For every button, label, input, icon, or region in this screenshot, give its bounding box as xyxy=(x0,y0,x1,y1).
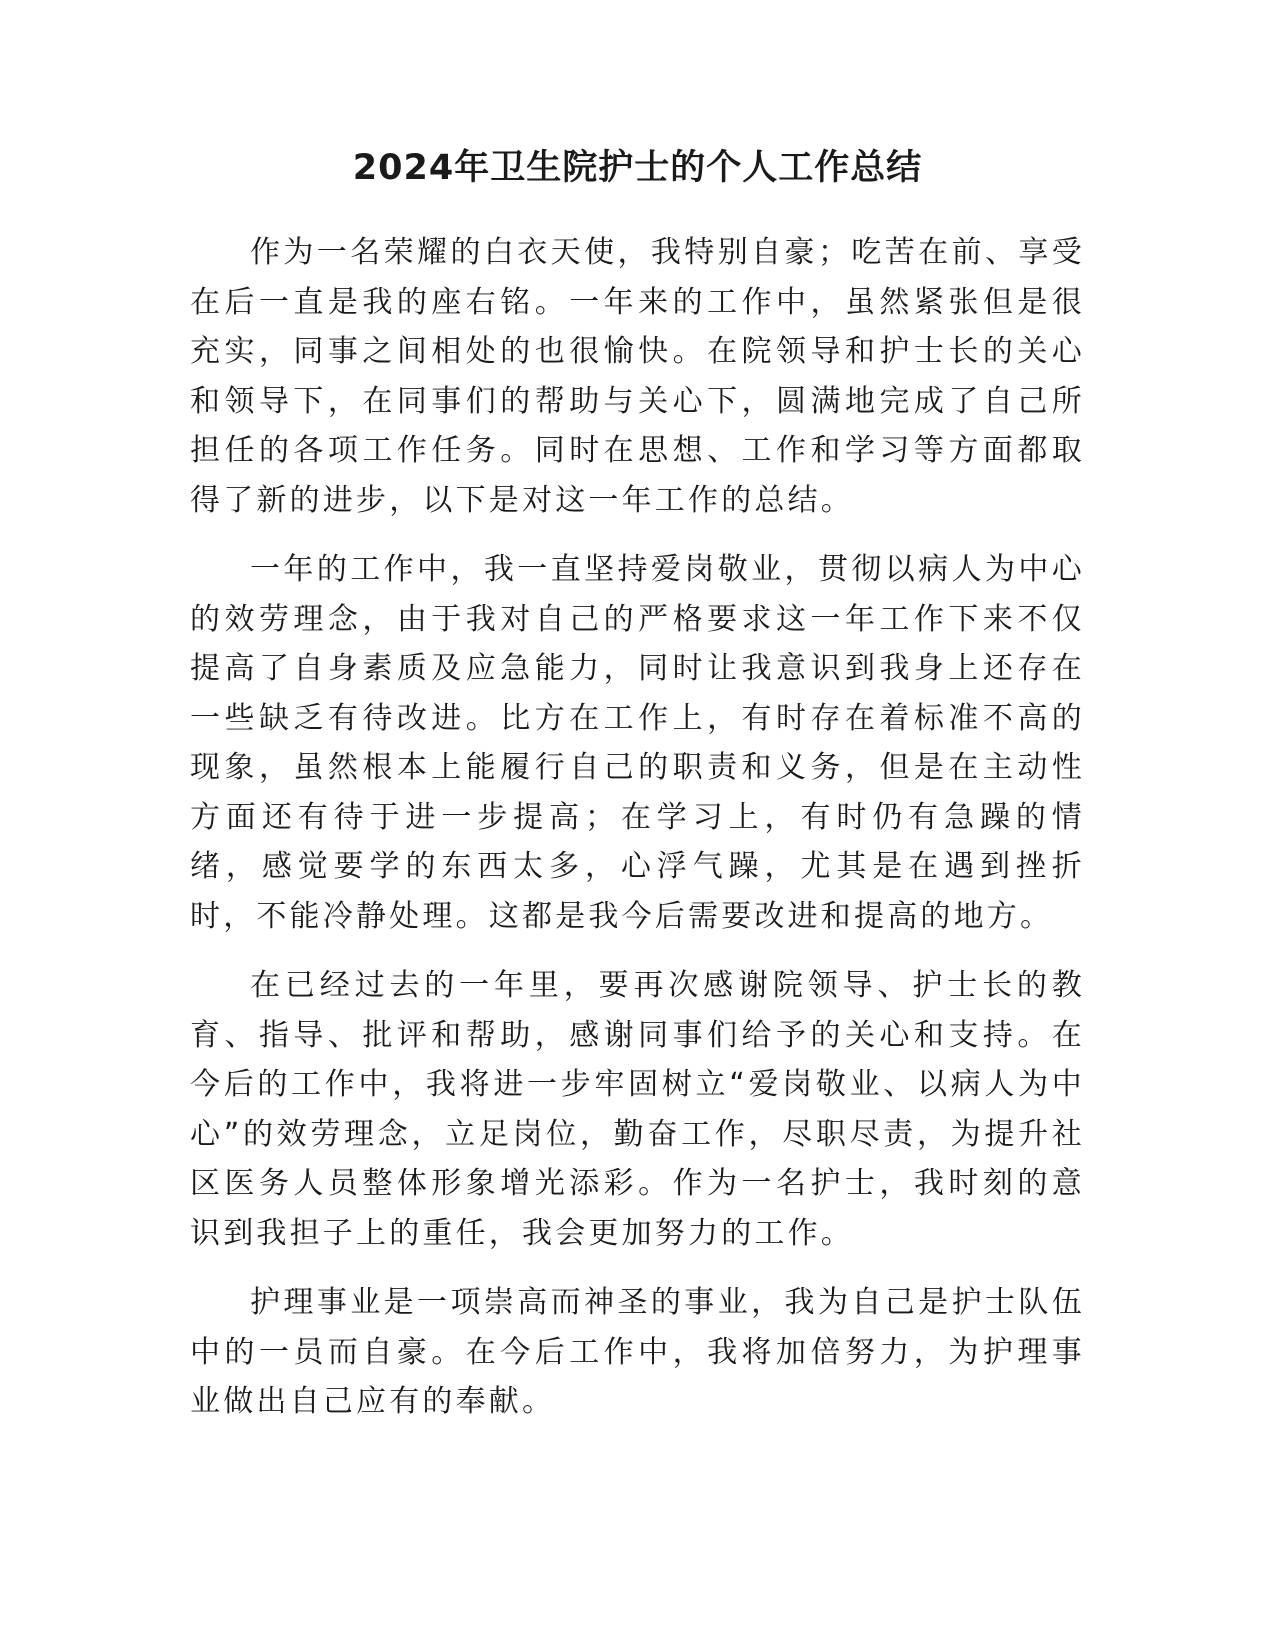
paragraph-3: 在已经过去的一年里，要再次感谢院领导、护士长的教育、指导、批评和帮助，感谢同事们给予的关心和支持。在今后的工作中，我将进一步牢固树立“爱岗敬业、以病人为中心”的效劳理念，立足岗位，勤奋工作，尽职尽责，为提升社区医务人员整体形象增光添彩。作为一名护士，我时刻的意识到我担子上的重任，我会更加努力的工作。 xyxy=(190,968,1085,1251)
paragraph-4: 护理事业是一项崇高而神圣的事业，我为自己是护士队伍中的一员而自豪。在今后工作中，我将加倍努力，为护理事业做出自己应有的奉献。 xyxy=(190,1285,1085,1419)
document-body xyxy=(190,228,1085,1447)
document-title: 2024年卫生院护士的个人工作总结 xyxy=(352,148,923,188)
paragraph-2: 一年的工作中，我一直坚持爱岗敬业，贯彻以病人为中心的效劳理念，由于我对自己的严格要求这一年工作下来不仅提高了自身素质及应急能力，同时让我意识到我身上还存在一些缺乏有待改进。比方在工作上，有时存在着标准不高的现象，虽然根本上能履行自己的职责和义务，但是在主动性方面还有待于进一步提高；在学习上，有时仍有急躁的情绪，感觉要学的东西太多，心浮气躁，尤其是在遇到挫折时，不能冷静处理。这都是我今后需要改进和提高的地方。 xyxy=(190,552,1085,934)
paragraph-1: 作为一名荣耀的白衣天使，我特别自豪；吃苦在前、享受在后一直是我的座右铭。一年来的工作中，虽然紧张但是很充实，同事之间相处的也很愉快。在院领导和护士长的关心和领导下，在同事们的帮助与关心下，圆满地完成了自己所担任的各项工作任务。同时在思想、工作和学习等方面都取得了新的进步，以下是对这一年工作的总结。 xyxy=(190,235,1085,518)
